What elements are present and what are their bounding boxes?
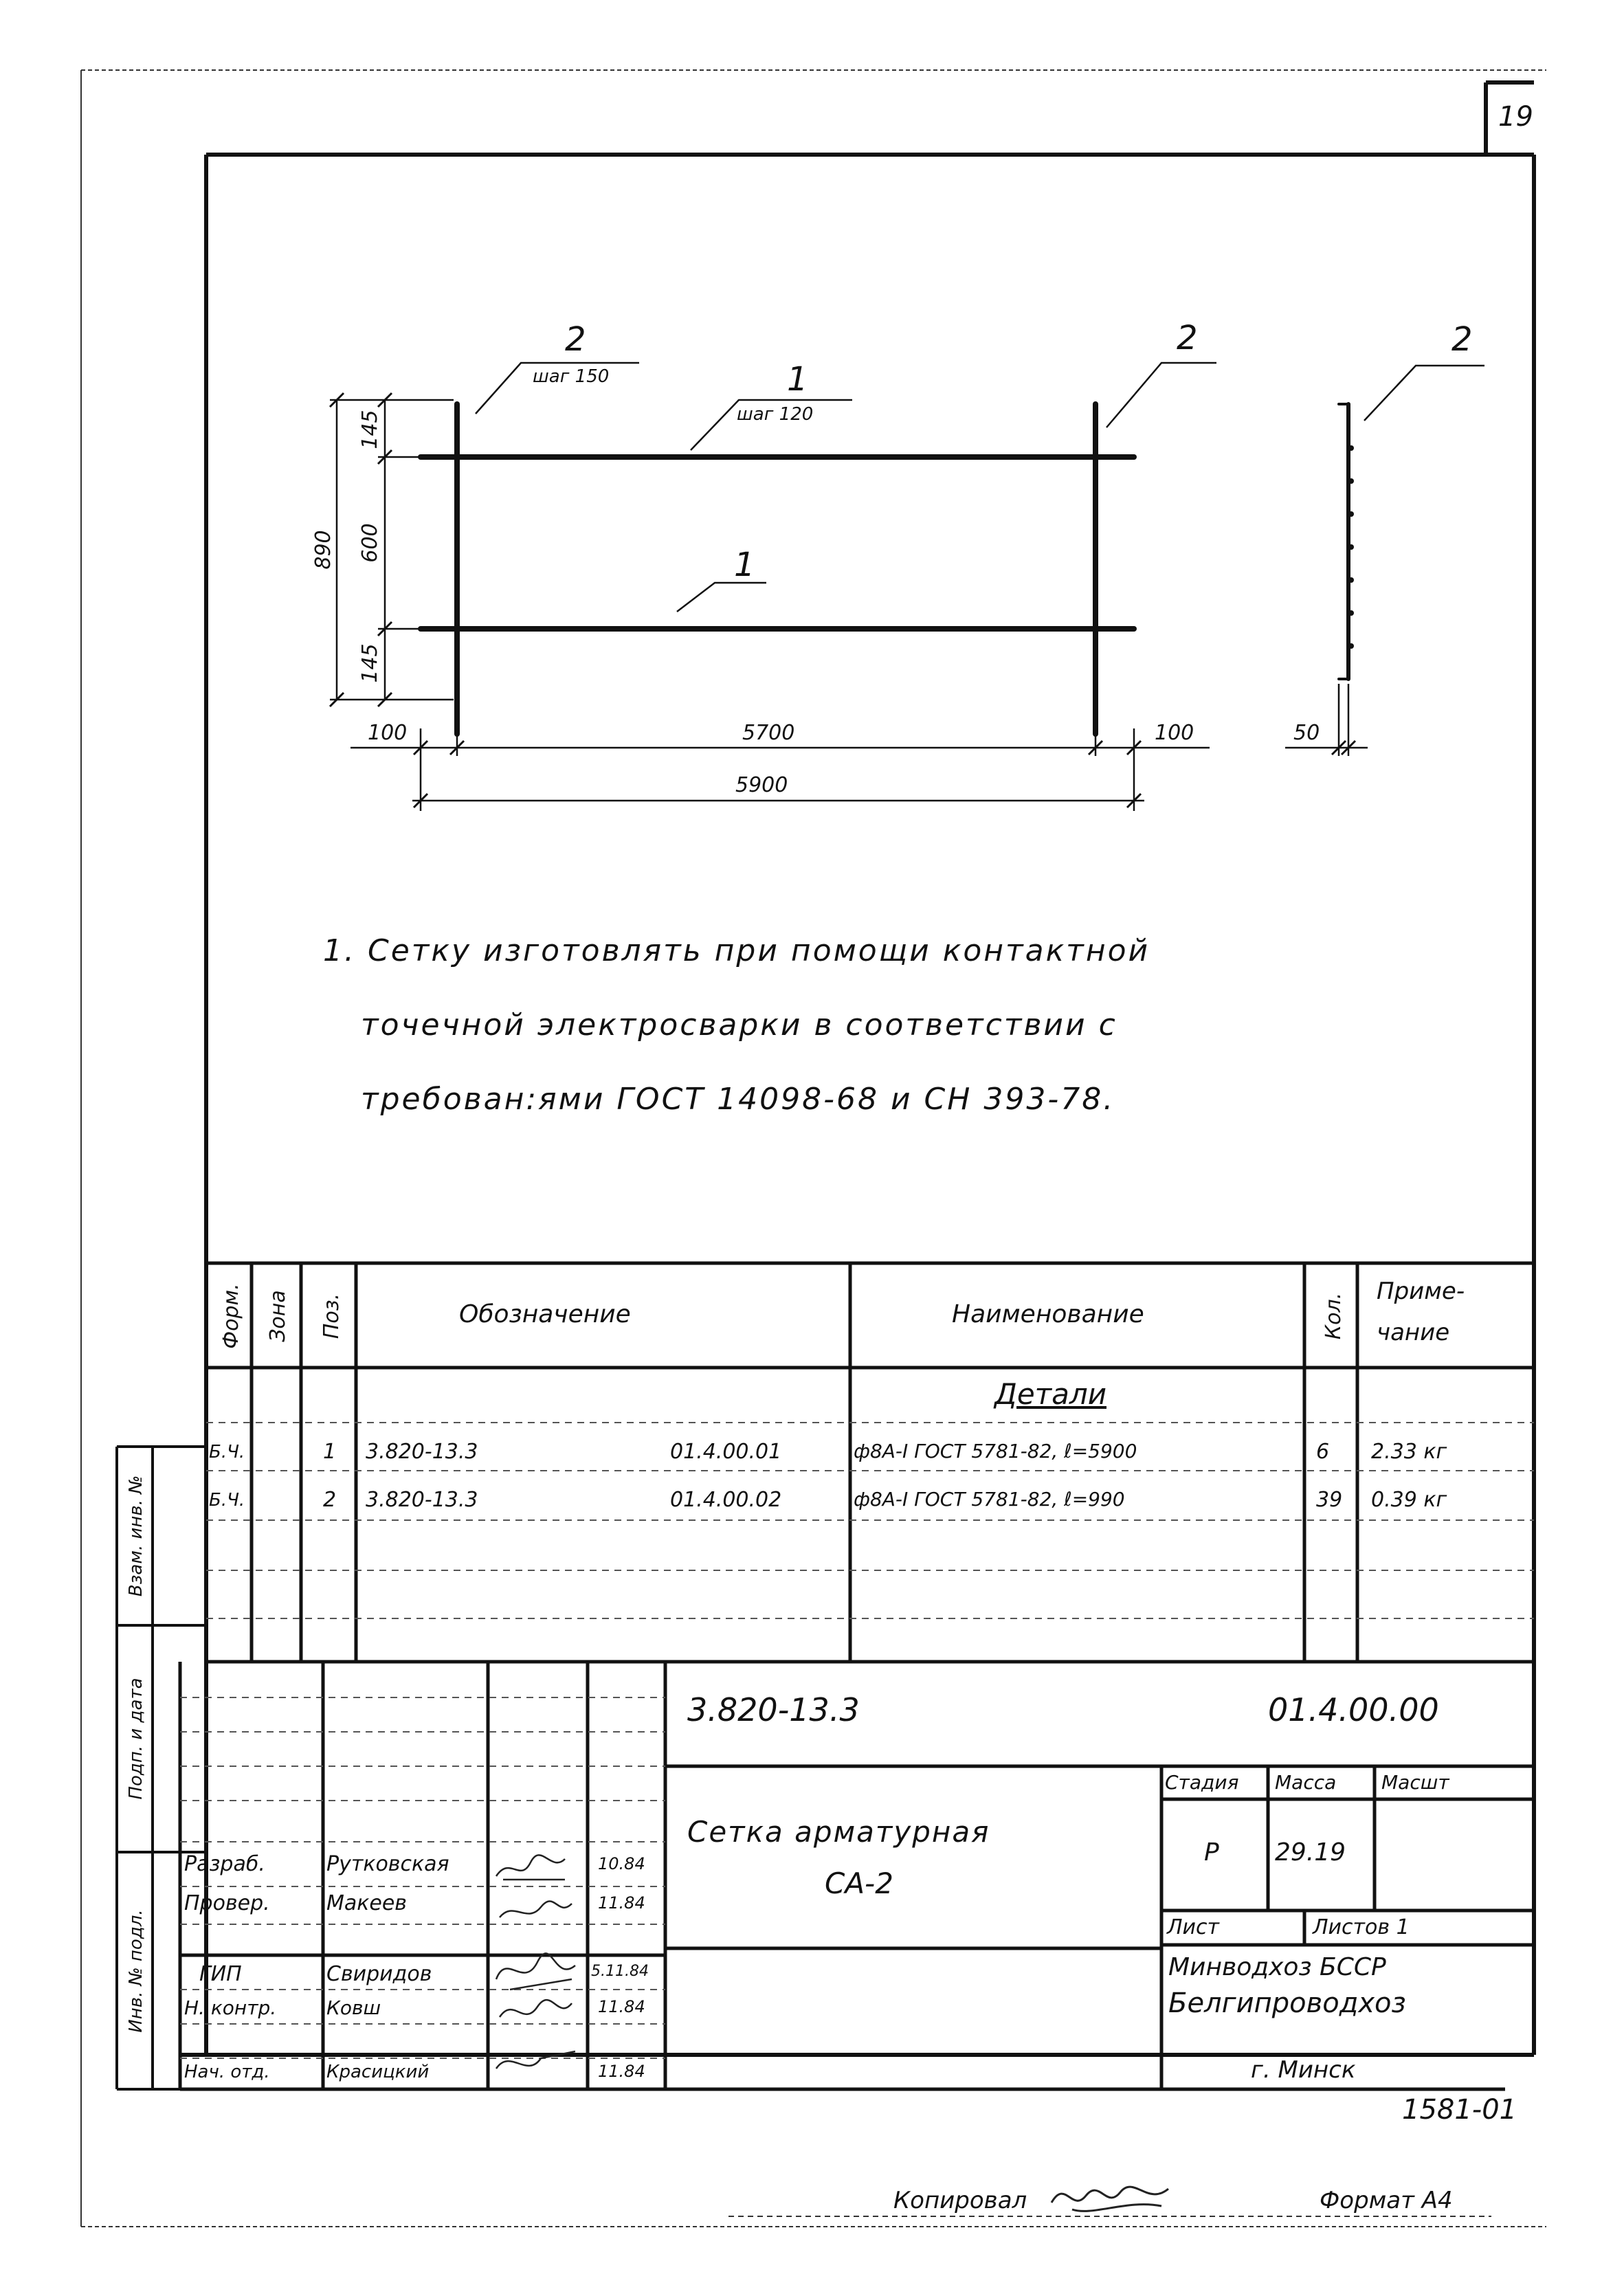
person-name-5: Красицкий [326, 2062, 430, 2082]
spec-header-designation: Обозначение [459, 1300, 631, 1328]
dimension-lines [330, 400, 1368, 811]
spec-header-qty: Кол. [1322, 1292, 1346, 1340]
stage-value: Р [1204, 1838, 1219, 1867]
spec-row-2-name: ф8А-I ГОСТ 5781-82, ℓ=990 [854, 1488, 1125, 1511]
leader-lines [476, 360, 1484, 612]
trim-border [81, 70, 1546, 2227]
mesh-drawing [421, 404, 1348, 734]
person-date-2: 11.84 [598, 1893, 645, 1913]
person-date-3: 5.11.84 [591, 1963, 649, 1980]
title-name-line-2: СА-2 [825, 1867, 893, 1900]
callout-pos1-top: 1 [787, 360, 808, 399]
copied-signature [1045, 2172, 1182, 2220]
spec-row-1-note: 2.33 кг [1371, 1440, 1447, 1464]
spec-header-format: Форм. [219, 1283, 243, 1349]
note-line-1: 1. Сетку изготовлять при помощи контактной [323, 933, 1150, 968]
callout-pos2-left: 2 [565, 320, 586, 359]
dim-overall-length: 5900 [735, 773, 788, 797]
org-line-1: Минводхоз БССР [1168, 1953, 1386, 1981]
note-line-2: точечной электросварки в соответствии с [361, 1007, 1117, 1043]
format-label: Формат А4 [1320, 2187, 1453, 2214]
mass-label: Масса [1275, 1771, 1337, 1794]
org-line-3: г. Минск [1251, 2056, 1356, 2084]
sheet-label: Лист [1167, 1915, 1220, 1939]
spec-row-1-name: ф8А-I ГОСТ 5781-82, ℓ=5900 [854, 1440, 1137, 1462]
callout-pos2-left-step: шаг 150 [533, 366, 610, 387]
spec-header-zone: Зона [266, 1290, 290, 1342]
org-line-2: Белгипроводхоз [1168, 1987, 1406, 2019]
title-doc-code: 3.820-13.3 [687, 1691, 860, 1728]
person-date-5: 11.84 [598, 2062, 645, 2081]
spec-row-2-qty: 39 [1316, 1488, 1343, 1512]
person-name-3: Свиридов [326, 1962, 432, 1986]
scale-label: Масшт [1381, 1771, 1449, 1794]
person-role-2: Провер. [184, 1891, 270, 1915]
callout-pos1-mid: 1 [734, 546, 755, 584]
title-doc-suffix: 01.4.00.00 [1268, 1691, 1439, 1728]
spec-header-note-l2: чание [1377, 1319, 1450, 1346]
person-name-2: Макеев [326, 1891, 407, 1915]
signatures [489, 1842, 586, 2089]
dim-top-offset: 145 [358, 410, 382, 449]
copied-label: Копировал [893, 2187, 1027, 2214]
spec-row-2-format: Б.Ч. [209, 1490, 245, 1511]
spec-row-1-pos: 1 [323, 1440, 337, 1464]
stage-label: Стадия [1165, 1771, 1239, 1794]
dim-spacing: 600 [358, 523, 382, 563]
person-role-4: Н. контр. [184, 1996, 277, 2019]
spec-row-2-doc: 3.820-13.3 [366, 1488, 478, 1512]
main-frame [180, 82, 1534, 2055]
sheet-number: 19 [1498, 101, 1533, 133]
title-name-line-1: Сетка арматурная [687, 1815, 990, 1849]
spec-header-name: Наименование [952, 1300, 1144, 1328]
dim-overall-height: 890 [311, 530, 335, 570]
spec-row-1-code: 01.4.00.01 [670, 1440, 782, 1464]
mass-value: 29.19 [1275, 1838, 1346, 1867]
dim-bottom-offset: 145 [358, 643, 382, 683]
dim-left-overhang: 100 [368, 721, 408, 745]
person-date-4: 11.84 [598, 1997, 645, 2016]
spec-header-note-l1: Приме- [1377, 1278, 1465, 1305]
spec-row-2-code: 01.4.00.02 [670, 1488, 782, 1512]
spec-header-pos: Поз. [320, 1293, 344, 1339]
callout-pos2-side: 2 [1451, 320, 1473, 359]
person-role-1: Разраб. [184, 1852, 265, 1876]
archive-number: 1581-01 [1402, 2094, 1517, 2126]
spec-section-title: Детали [994, 1377, 1106, 1411]
person-name-1: Рутковская [326, 1852, 449, 1876]
note-line-3: требован:ями ГОСТ 14098-68 и СН 393-78. [361, 1082, 1115, 1117]
side-stamp-inv-vzam: Взам. инв. № [126, 1475, 146, 1597]
person-name-4: Ковш [326, 1996, 381, 2019]
dim-inner-length: 5700 [742, 721, 795, 745]
person-role-5: Нач. отд. [184, 2062, 270, 2082]
person-role-3: ГИП [199, 1962, 242, 1986]
dim-right-overhang: 100 [1155, 721, 1194, 745]
spec-row-1-doc: 3.820-13.3 [366, 1440, 478, 1464]
dim-side-offset: 50 [1293, 721, 1320, 745]
callout-pos1-top-step: шаг 120 [737, 404, 814, 425]
spec-row-2-pos: 2 [323, 1488, 337, 1512]
side-stamp-podp-data: Подп. и дата [126, 1678, 146, 1800]
sheets-label: Листов 1 [1313, 1915, 1410, 1939]
spec-row-2-note: 0.39 кг [1371, 1488, 1447, 1512]
person-date-1: 10.84 [598, 1854, 645, 1873]
spec-row-1-format: Б.Ч. [209, 1442, 245, 1462]
callout-pos2-right: 2 [1177, 319, 1198, 357]
spec-row-1-qty: 6 [1316, 1440, 1330, 1464]
side-stamp-inv-podl: Инв. № подл. [126, 1909, 146, 2033]
